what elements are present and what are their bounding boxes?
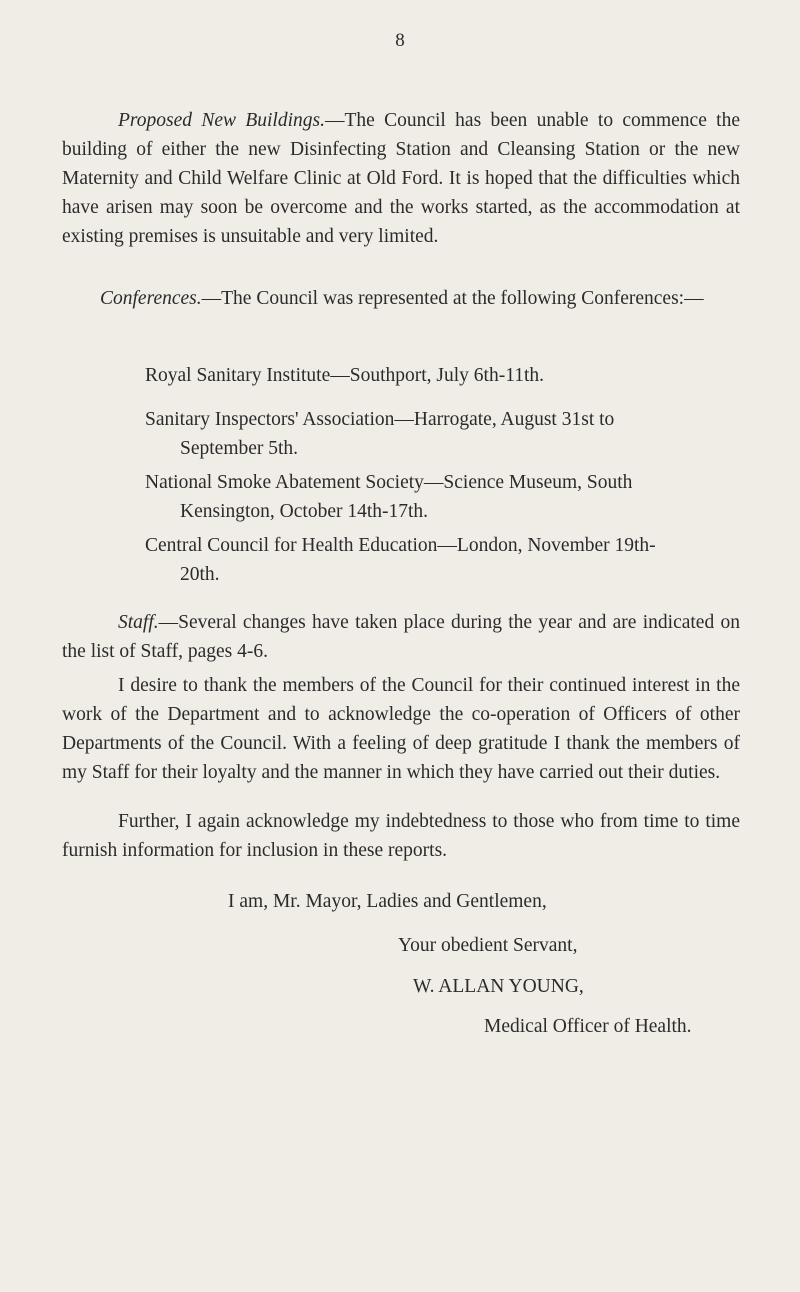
staff-paragraph bbox=[62, 608, 740, 666]
staff-text: —Several changes have taken place during the year and are indicated on the list of Staff, pages 4-6. bbox=[62, 612, 740, 662]
thanks-paragraph: I desire to thank the members of the Council for their continued interest in the work of the Department and to acknowledge the co-operation of Officers of other Departments of the Council. With a feeling of deep gratitude I thank the members of my Staff for their loyalty and the manner in which they have carried out their duties. bbox=[62, 675, 740, 783]
salutation: I am, Mr. Mayor, Ladies and Gentlemen, bbox=[228, 891, 547, 912]
proposed-buildings-text: —The Council has been unable to commence the building of either the new Disinfecting Station and Cleansing Station or the new Maternity and Child Welfare Clinic at Old Ford. It is hoped that the difficulties which have arisen may soon be overcome and the works started, as the accommodation at existing premises is unsuitable and very limited. bbox=[62, 110, 740, 247]
conferences-heading: Conferences. bbox=[100, 288, 202, 309]
proposed-buildings-heading: Proposed New Buildings. bbox=[118, 110, 325, 131]
conference-item-line2: 20th. bbox=[180, 564, 220, 585]
proposed-buildings-paragraph bbox=[62, 106, 740, 251]
staff-heading: Staff. bbox=[118, 612, 159, 633]
conferences-text: —The Council was represented at the following Conferences:— bbox=[201, 288, 704, 309]
conference-item-line1: Sanitary Inspectors' Association—Harrogate, August 31st to bbox=[145, 409, 615, 430]
conferences-paragraph bbox=[62, 284, 740, 313]
conference-item bbox=[145, 361, 740, 390]
conference-item-line2: September 5th. bbox=[180, 438, 299, 459]
conference-item bbox=[145, 468, 740, 526]
conference-item-line1: National Smoke Abatement Society—Science Museum, South bbox=[145, 472, 633, 493]
further-paragraph: Further, I again acknowledge my indebtedness to those who from time to time furnish information for inclusion in these reports. bbox=[62, 811, 740, 861]
conference-item bbox=[145, 405, 740, 463]
conference-item-line1: Royal Sanitary Institute—Southport, July 6th-11th. bbox=[145, 365, 545, 386]
conference-item-line2: Kensington, October 14th-17th. bbox=[180, 501, 429, 522]
closing: Your obedient Servant, bbox=[398, 935, 578, 956]
signatory-name: W. ALLAN YOUNG, bbox=[413, 976, 584, 997]
page-number: 8 bbox=[395, 30, 405, 51]
signatory-title: Medical Officer of Health. bbox=[484, 1016, 692, 1037]
conference-item bbox=[145, 531, 740, 589]
conference-item-line1: Central Council for Health Education—London, November 19th- bbox=[145, 535, 656, 556]
